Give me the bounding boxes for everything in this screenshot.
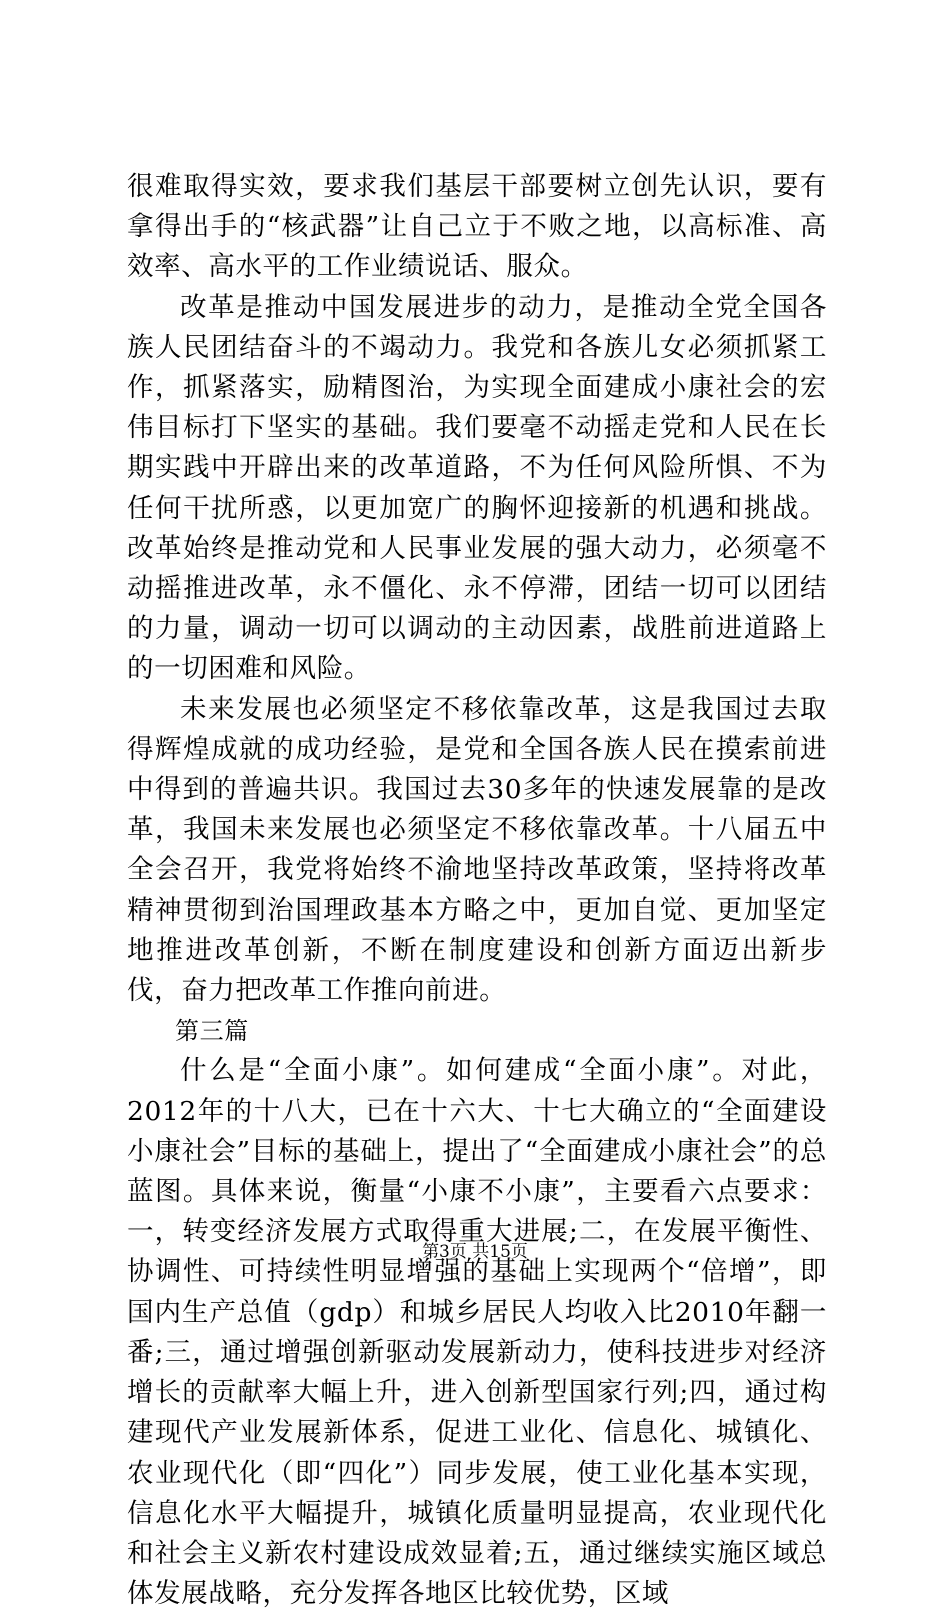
page-number-footer: 第3页 共15页 <box>422 1242 528 1262</box>
paragraph-future-development: 未来发展也必须坚定不移依靠改革，这是我国过去取得辉煌成就的成功经验，是党和全国各族人民在摸索前进中得到的普遍共识。我国过去30多年的快速发展靠的是改革，我国未来发展也必须坚定不移依靠改革。十八届五中全会召开，我党将始终不渝地坚持改革政策，坚持将改革精神贯彻到治国理政基本方略之中，更加自觉、更加坚定地推进改革创新，不断在制度建设和创新方面迈出新步伐，奋力把改革工作推向前进。 <box>127 693 827 1007</box>
document-body <box>127 167 827 1614</box>
paragraph-xiaokang: 什么是“全面小康”。如何建成“全面小康”。对此，2012年的十八大，已在十六大、十七大确立的“全面建设小康社会”目标的基础上，提出了“全面建成小康社会”的总蓝图。具体来说，衡量“小康不小康”，主要看六点要求：一，转变经济发展方式取得重大进展;二，在发展平衡性、协调性、可持续性明显增强的基础上实现两个“倍增”，即国内生产总值（gdp）和城乡居民人均收入比2010年翻一番;三，通过增强创新驱动发展新动力，使科技进步对经济增长的贡献率大幅上升，进入创新型国家行列;四，通过构建现代产业发展新体系，促进工业化、信息化、城镇化、农业现代化（即“四化”）同步发展，使工业化基本实现，信息化水平大幅提升，城镇化质量明显提高，农业现代化和社会主义新农村建设成效显着;五，通过继续实施区域总体发展战略，充分发挥各地区比较优势，区域 <box>127 1055 827 1610</box>
section-heading: 第三篇 <box>175 1017 249 1046</box>
paragraph-reform: 改革是推动中国发展进步的动力，是推动全党全国各族人民团结奋斗的不竭动力。我党和各族儿女必须抓紧工作，抓紧落实，励精图治，为实现全面建成小康社会的宏伟目标打下坚实的基础。我们要毫不动摇走党和人民在长期实践中开辟出来的改革道路，不为任何风险所惧、不为任何干扰所惑，以更加宽广的胸怀迎接新的机遇和挑战。改革始终是推动党和人民事业发展的强大动力，必须毫不动摇推进改革，永不僵化、永不停滞，团结一切可以团结的力量，调动一切可以调动的主动因素，战胜前进道路上的一切困难和风险。 <box>127 291 827 685</box>
paragraph-continued: 很难取得实效，要求我们基层干部要树立创先认识，要有拿得出手的“核武器”让自己立于不败之地，以高标准、高效率、高水平的工作业绩说话、服众。 <box>127 171 827 283</box>
